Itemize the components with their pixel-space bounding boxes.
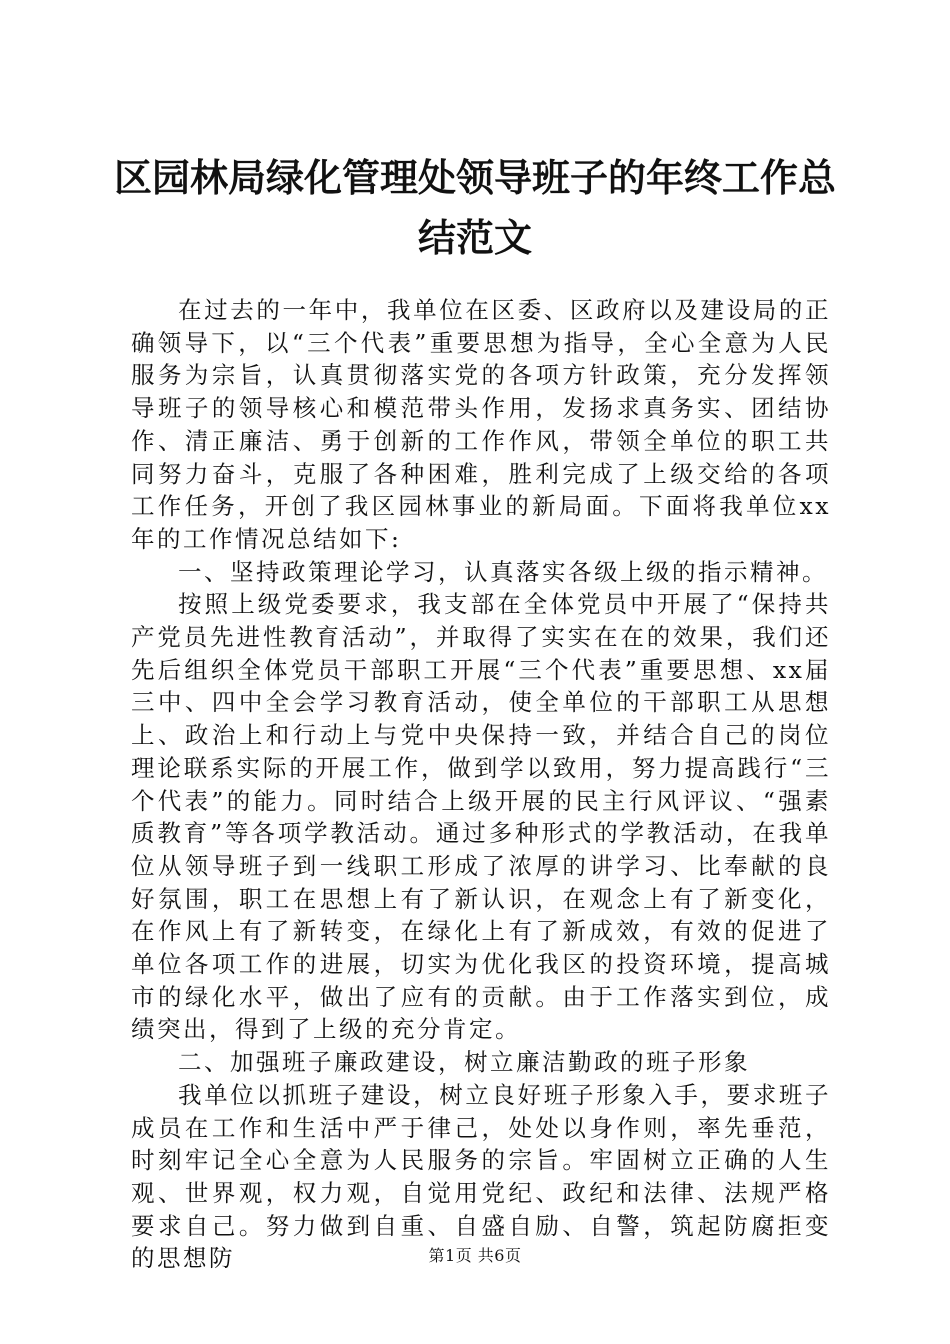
document-body (131, 294, 831, 1275)
paragraph-intro: 在过去的一年中，我单位在区委、区政府以及建设局的正确领导下，以“三个代表”重要思想为指导，全心全意为人民服务为宗旨，认真贯彻落实党的各项方针政策，充分发挥领导班子的领导核心和模范带头作用，发扬求真务实、团结协作、清正廉洁、勇于创新的工作作风，带领全单位的职工共同努力奋斗，克服了各种困难，胜利完成了上级交给的各项工作任务，开创了我区园林事业的新局面。下面将我单位xx年的工作情况总结如下: (131, 296, 831, 553)
paragraph-section-1: 按照上级党委要求，我支部在全体党员中开展了“保持共产党员先进性教育活动”，并取得了实实在在的效果，我们还先后组织全体党员干部职工开展“三个代表”重要思想、xx届三中、四中全会学习教育活动，使全单位的干部职工从思想上、政治上和行动上与党中央保持一致，并结合自己的岗位理论联系实际的开展工作，做到学以致用，努力提高践行“三个代表”的能力。同时结合上级开展的民主行风评议、“强素质教育”等各项学教活动。通过多种形式的学教活动，在我单位从领导班子到一线职工形成了浓厚的讲学习、比奉献的良好氛围，职工在思想上有了新认识，在观念上有了新变化，在作风上有了新转变，在绿化上有了新成效，有效的促进了单位各项工作的进展，切实为优化我区的投资环境，提高城市的绿化水平，做出了应有的贡献。由于工作落实到位，成绩突出，得到了上级的充分肯定。 (131, 590, 831, 1044)
page-title: 区园林局绿化管理处领导班子的年终工作总结范文 (113, 155, 836, 260)
paragraph-section-2: 我单位以抓班子建设，树立良好班子形象入手，要求班子成员在工作和生活中严于律己，处处以身作则，率先垂范，时刻牢记全心全意为人民服务的宗旨。牢固树立正确的人生观、世界观，权力观，自觉用党纪、政纪和法律、法规严格要求自己。努力做到自重、自盛自励、自警，筑起防腐拒变的思想防 (131, 1080, 831, 1273)
page-footer: 第1页 共6页 (428, 1246, 522, 1265)
section-heading-2: 二、加强班子廉政建设，树立廉洁勤政的班子形象 (178, 1048, 750, 1077)
section-heading-1: 一、坚持政策理论学习，认真落实各级上级的指示精神。 (178, 557, 828, 586)
